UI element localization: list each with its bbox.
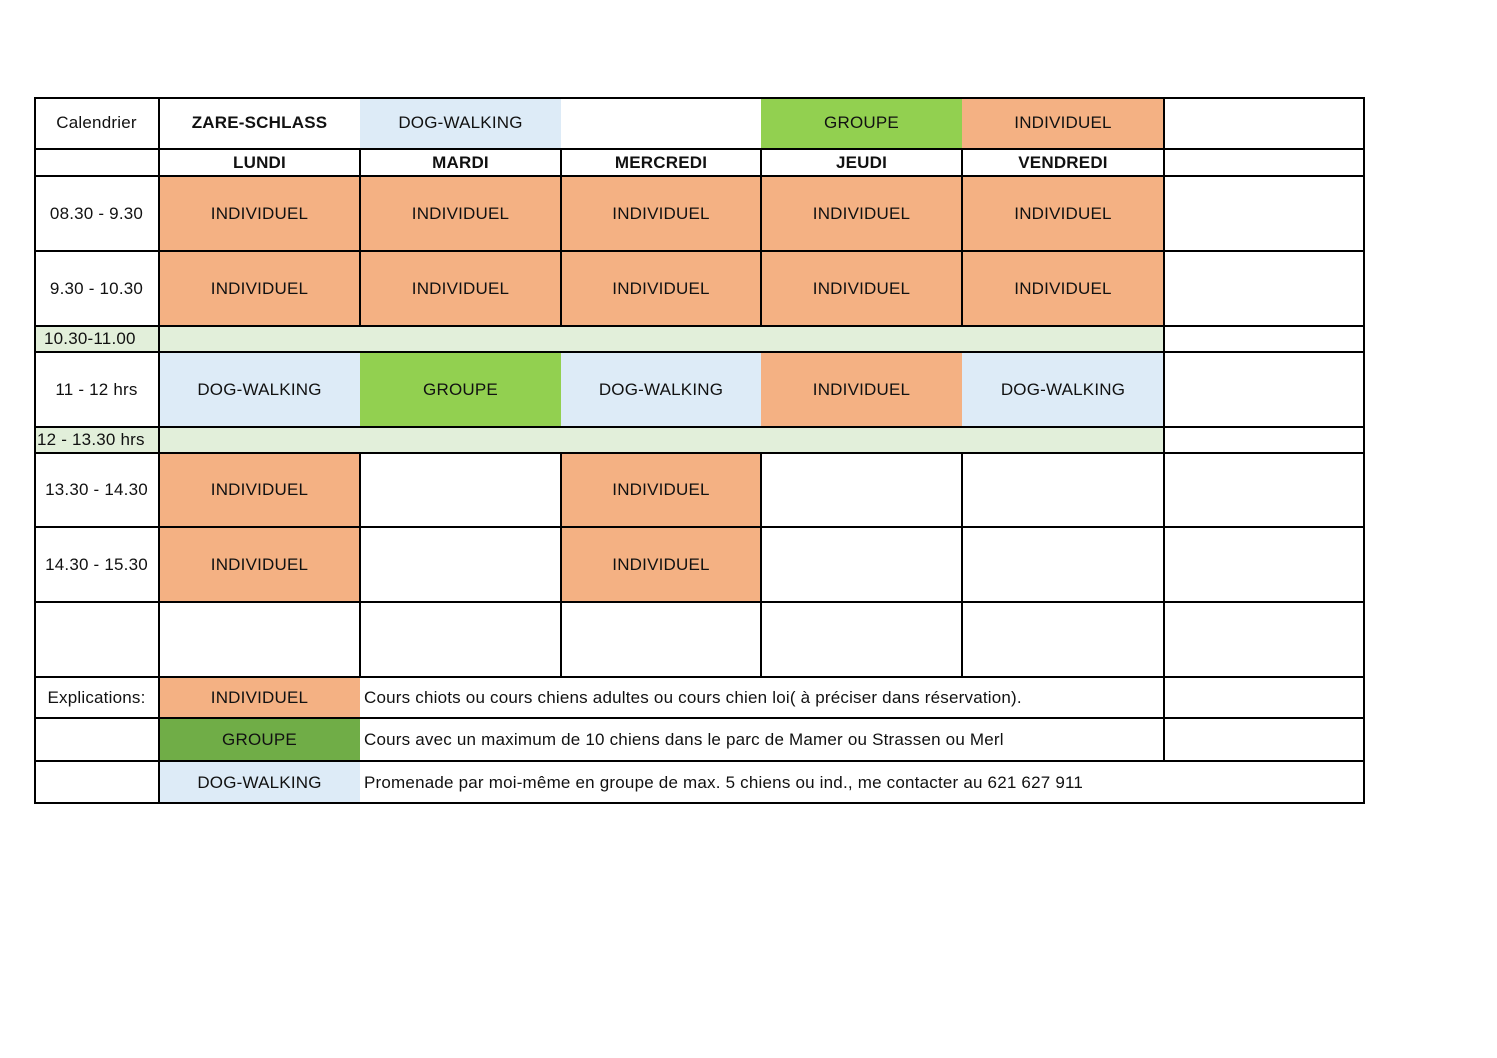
explain-text-groupe: Cours avec un maximum de 10 chiens dans le parc de Mamer ou Strassen ou Merl [364, 729, 1004, 749]
grid-line [359, 149, 361, 326]
slot2-mardi: INDIVIDUEL [360, 251, 561, 326]
legend-empty-2 [1164, 97, 1365, 149]
grid-line [34, 760, 1365, 762]
slot5-mercredi: INDIVIDUEL [561, 527, 761, 602]
slot3-mercredi: DOG-WALKING [561, 352, 761, 427]
schedule-table [34, 97, 1365, 804]
slot4-mercredi: INDIVIDUEL [561, 453, 761, 527]
grid-line [359, 453, 361, 677]
time-slot-4: 13.30 - 14.30 [45, 480, 148, 499]
slot1-lundi: INDIVIDUEL [159, 176, 360, 251]
grid-line [961, 149, 963, 326]
day-extra [1164, 149, 1365, 176]
grid-line [34, 325, 1365, 327]
slot5-lundi: INDIVIDUEL [159, 527, 360, 602]
legend-empty [561, 97, 761, 149]
break-morning: 10.30-11.00 [34, 326, 1164, 352]
slot4-mardi [360, 453, 561, 527]
slot1-vendredi: INDIVIDUEL [962, 176, 1164, 251]
day-mardi: MARDI [432, 152, 489, 172]
slot5-vendredi [962, 527, 1164, 602]
legend-individuel: INDIVIDUEL [962, 97, 1164, 149]
slot4-lundi: INDIVIDUEL [159, 453, 360, 527]
explain-tag-groupe: GROUPE [159, 718, 360, 761]
grid-line [760, 453, 762, 677]
slot5-jeudi [761, 527, 962, 602]
slot1-mardi: INDIVIDUEL [360, 176, 561, 251]
slot4-vendredi [962, 453, 1164, 527]
explain-text-dog-walking: Promenade par moi-même en groupe de max. 5 chiens ou ind., me contacter au 621 627 911 [364, 772, 1084, 792]
day-jeudi: JEUDI [835, 152, 888, 172]
grid-line [34, 250, 1365, 252]
day-lundi: LUNDI [233, 152, 286, 172]
grid-line [158, 97, 160, 804]
slot1-mercredi: INDIVIDUEL [561, 176, 761, 251]
grid-line [34, 175, 1365, 177]
legend-dog-walking: DOG-WALKING [360, 97, 561, 149]
grid-line [34, 351, 1365, 353]
time-slot-1: 08.30 - 9.30 [49, 203, 144, 223]
slot4-jeudi [761, 453, 962, 527]
slot3-lundi: DOG-WALKING [159, 352, 360, 427]
grid-line [34, 526, 1365, 528]
grid-line [34, 148, 1365, 150]
grid-line [34, 452, 1365, 454]
time-slot-2: 9.30 - 10.30 [49, 278, 144, 298]
explanations-label: Explications: [47, 687, 146, 707]
explain-tag-individuel: INDIVIDUEL [159, 677, 360, 718]
location-title: ZARE-SCHLASS [191, 113, 328, 132]
grid-line [1163, 97, 1165, 761]
legend-groupe: GROUPE [761, 97, 962, 149]
slot2-jeudi: INDIVIDUEL [761, 251, 962, 326]
slot2-vendredi: INDIVIDUEL [962, 251, 1164, 326]
explain-tag-dog-walking: DOG-WALKING [159, 761, 360, 804]
day-mercredi: MERCREDI [614, 152, 708, 172]
slot1-jeudi: INDIVIDUEL [761, 176, 962, 251]
slot3-mardi: GROUPE [360, 352, 561, 427]
grid-line [961, 453, 963, 677]
time-slot-5: 14.30 - 15.30 [45, 554, 148, 574]
slot3-jeudi: INDIVIDUEL [761, 352, 962, 427]
grid-line [34, 676, 1365, 678]
explain-text-individuel: Cours chiots ou cours chiens adultes ou cours chien loi( à préciser dans réservation). [364, 687, 1022, 707]
grid-line [760, 149, 762, 326]
grid-line [34, 601, 1365, 603]
slot2-lundi: INDIVIDUEL [159, 251, 360, 326]
grid-line [560, 453, 562, 677]
grid-line [34, 717, 1365, 719]
break-lunch: 12 - 13.30 hrs [34, 427, 1164, 453]
corner-label: Calendrier [56, 113, 137, 132]
grid-line [560, 149, 562, 326]
grid-line [34, 426, 1365, 428]
slot3-vendredi: DOG-WALKING [962, 352, 1164, 427]
time-slot-3: 11 - 12 hrs [55, 379, 138, 399]
slot5-mardi [360, 527, 561, 602]
day-vendredi: VENDREDI [1018, 152, 1108, 172]
slot2-mercredi: INDIVIDUEL [561, 251, 761, 326]
